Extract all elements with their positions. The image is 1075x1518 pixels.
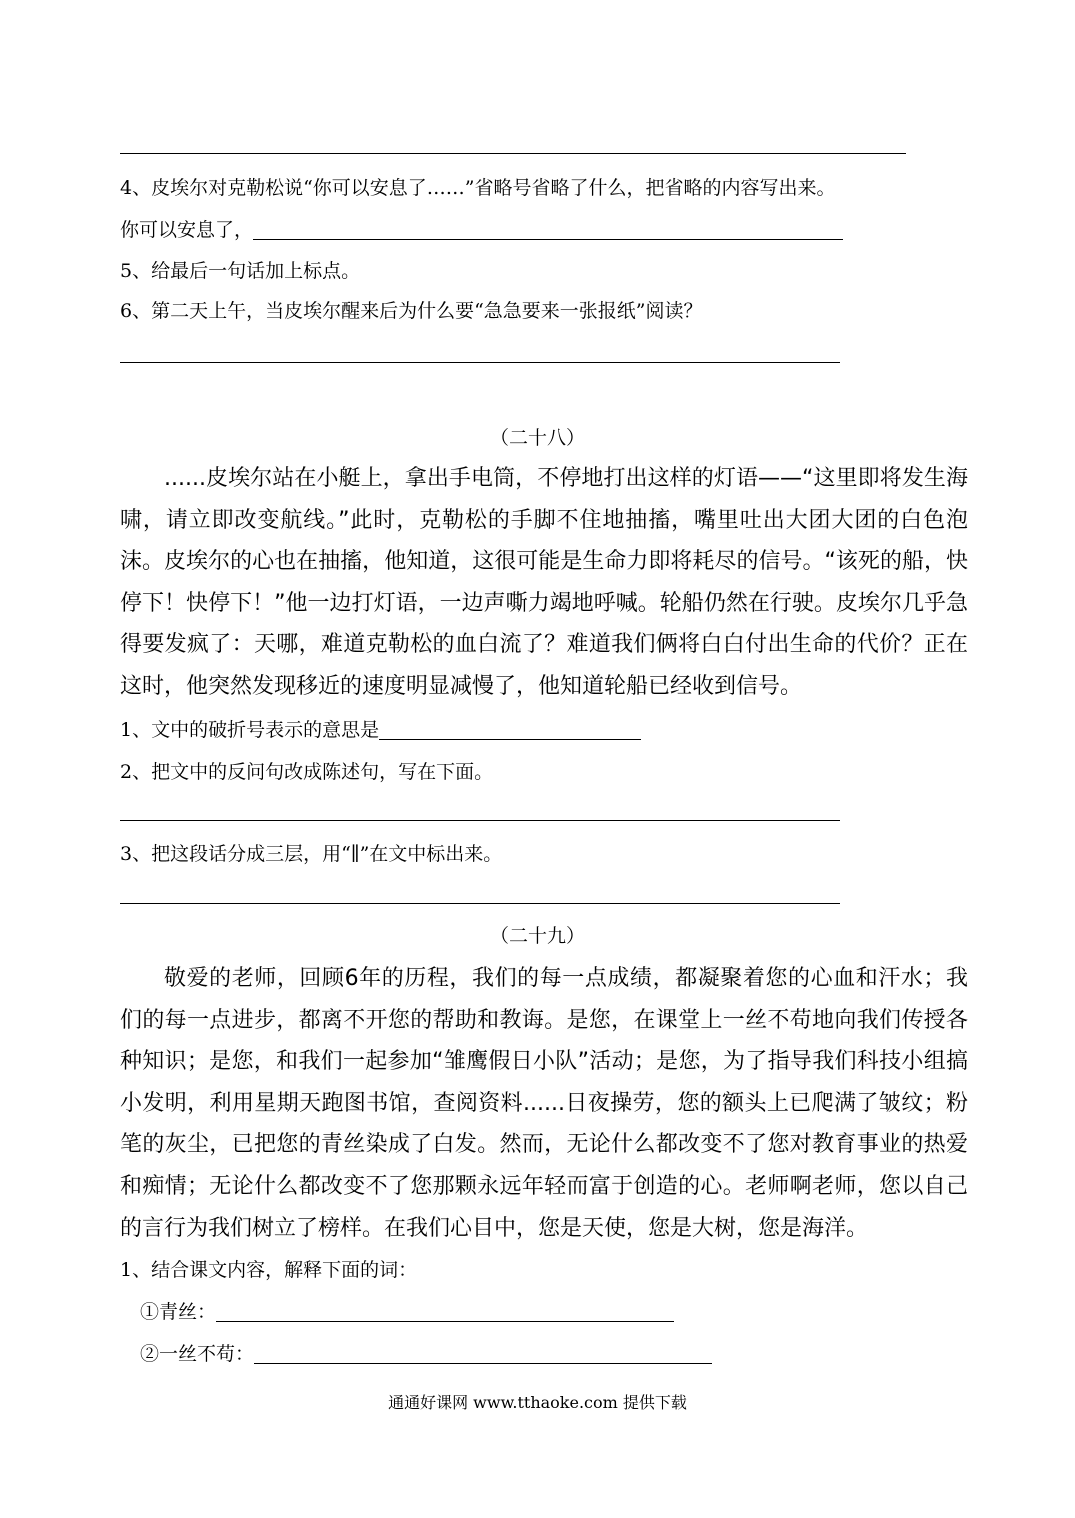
question-28-3: 3、把这段话分成三层，用“∥”在文中标出来。 [120, 843, 503, 865]
answer-line[interactable] [253, 239, 843, 240]
question-6: 6、第二天上午，当皮埃尔醒来后为什么要“急急要来一张报纸”阅读？ [120, 300, 703, 322]
word-item-1 [140, 1300, 674, 1324]
page-footer: 通通好课网 www.tthaoke.com 提供下载 [388, 1393, 687, 1412]
word-item-2 [140, 1342, 712, 1366]
question-28-2: 2、把文中的反问句改成陈述句，写在下面。 [120, 761, 494, 783]
answer-line [120, 362, 840, 363]
answer-line[interactable] [379, 739, 641, 740]
question-4-prompt-text: 你可以安息了， [120, 219, 254, 241]
question-5: 5、给最后一句话加上标点。 [120, 260, 361, 282]
question-4: 4、皮埃尔对克勒松说“你可以安息了……”省略号省略了什么，把省略的内容写出来。 [120, 177, 836, 199]
question-28-1 [120, 718, 641, 742]
reading-passage-29: 敬爱的老师，回顾6年的历程，我们的每一点成绩，都凝聚着您的心血和汗水；我们的每一点进步，都离不开您的帮助和教诲。是您，在课堂上一丝不苟地向我们传授各种知识；是您，和我们一起参加“雏鹰假日小队”活动；是您，为了指导我们科技小组搞小发明，利用星期天跑图书馆，查阅资料......日夜操劳，您的额头上已爬满了皱纹；粉笔的灰尘，已把您的青丝染成了白发。然而，无论什么都改变不了您对教育事业的热爱和痴情；无论什么都改变不了您那颗永远年轻而富于创造的心。老师啊老师，您以自己的言行为我们树立了榜样。在我们心目中，您是天使，您是大树，您是海洋。 [120, 966, 968, 1241]
question-4-prompt [120, 218, 843, 242]
answer-line [120, 903, 840, 904]
answer-line [120, 153, 906, 154]
word-item-2-label: ②一丝不苟： [140, 1343, 255, 1365]
question-29-1: 1、结合课文内容，解释下面的词： [120, 1259, 418, 1281]
word-item-1-label: ①青丝： [140, 1301, 217, 1323]
section-heading-29: （二十九） [489, 925, 585, 947]
section-heading-28: （二十八） [489, 427, 585, 449]
answer-line[interactable] [254, 1363, 712, 1364]
reading-passage-28: ......皮埃尔站在小艇上，拿出手电筒，不停地打出这样的灯语——“这里即将发生海啸，请立即改变航线。”此时，克勒松的手脚不住地抽搐，嘴里吐出大团大团的白色泡沫。皮埃尔的心也在抽搐，他知道，这很可能是生命力即将耗尽的信号。“该死的船，快停下！快停下！”他一边打灯语，一边声嘶力竭地呼喊。轮船仍然在行驶。皮埃尔几乎急得要发疯了：天哪，难道克勒松的血白流了？难道我们俩将白白付出生命的代价？正在这时，他突然发现移近的速度明显减慢了，他知道轮船已经收到信号。 [120, 466, 968, 699]
answer-line [120, 820, 840, 821]
answer-line[interactable] [216, 1321, 674, 1322]
question-28-1-text: 1、文中的破折号表示的意思是 [120, 719, 380, 741]
